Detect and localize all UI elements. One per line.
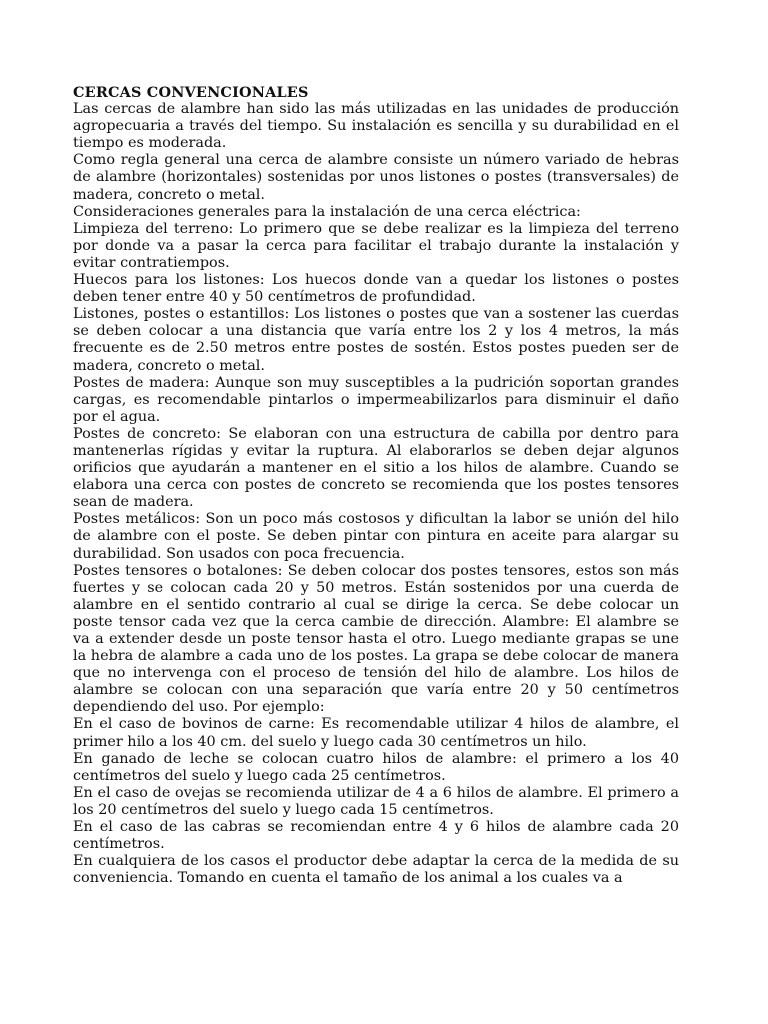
paragraph-metal-posts: Postes metálicos: Son un poco más costosos y dificultan la labor se unión del hilo de alambre con el poste. Se deben pintar con pintura en aceite para alargar su durabilidad. Son usados con poca frecuencia.: [73, 511, 679, 562]
paragraph-goats: En el caso de las cabras se recomiendan entre 4 y 6 hilos de alambre cada 20 centímetros.: [73, 819, 679, 853]
paragraph-tensor-posts: Postes tensores o botalones: Se deben colocar dos postes tensores, estos son más fuertes y se colocan cada 20 y 50 metros. Están sostenidos por una cuerda de alambre en el sentido contrario al cual se dirige la cerca. Se debe colocar un poste tensor cada vez que la cerca cambie de dirección. Alambre: El alambre se va a extender desde un poste tensor hasta el otro. Luego mediante grapas se une la hebra de alambre a cada uno de los postes. La grapa se debe colocar de manera que no intervenga con el proceso de tensión del hilo de alambre. Los hilos de alambre se colocan con una separación que varía entre 20 y 50 centímetros dependiendo del uso. Por ejemplo:: [73, 562, 679, 716]
paragraph-definition: Como regla general una cerca de alambre consiste un número variado de hebras de alambre (horizontales) sostenidas por unos listones o postes (transversales) de madera, concreto o metal.: [73, 152, 679, 203]
paragraph-holes: Huecos para los listones: Los huecos donde van a quedar los listones o postes deben tener entre 40 y 50 centímetros de profundidad.: [73, 272, 679, 306]
paragraph-terrain-cleaning: Limpieza del terreno: Lo primero que se debe realizar es la limpieza del terreno por donde va a pasar la cerca para facilitar el trabajo durante la instalación y evitar contratiempos.: [73, 220, 679, 271]
document-title: CERCAS CONVENCIONALES: [73, 84, 309, 101]
paragraph-posts: Listones, postes o estantillos: Los listones o postes que van a sostener las cuerdas se deben colocar a una distancia que varía entre los 2 y los 4 metros, la más frecuente es de 2.50 metros entre postes de sostén. Estos postes pueden ser de madera, concreto o metal.: [73, 306, 679, 374]
paragraph-sheep: En el caso de ovejas se recomienda utilizar de 4 a 6 hilos de alambre. El primero a los 20 centímetros del suelo y luego cada 15 centímetros.: [73, 784, 679, 818]
paragraph-concrete-posts: Postes de concreto: Se elaboran con una estructura de cabilla por dentro para mantenerlas rígidas y evitar la ruptura. Al elaborarlos se deben dejar algunos orificios que ayudarán a mantener en el sitio a los hilos de alambre. Cuando se elabora una cerca con postes de concreto se recomienda que los postes tensores sean de madera.: [73, 425, 679, 511]
paragraph-wood-posts: Postes de madera: Aunque son muy susceptibles a la pudrición soportan grandes cargas, es recomendable pintarlos o impermeabilizarlos para disminuir el daño por el agua.: [73, 374, 679, 425]
document-page: [73, 84, 679, 887]
paragraph-dairy-cattle: En ganado de leche se colocan cuatro hilos de alambre: el primero a los 40 centímetros del suelo y luego cada 25 centímetros.: [73, 750, 679, 784]
paragraph-conclusion: En cualquiera de los casos el productor debe adaptar la cerca de la medida de su conveniencia. Tomando en cuenta el tamaño de los animal a los cuales va a: [73, 853, 679, 887]
paragraph-considerations: Consideraciones generales para la instalación de una cerca eléctrica:: [73, 203, 581, 220]
paragraph-beef-cattle: En el caso de bovinos de carne: Es recomendable utilizar 4 hilos de alambre, el primer hilo a los 40 cm. del suelo y luego cada 30 centímetros un hilo.: [73, 716, 679, 750]
paragraph-intro: Las cercas de alambre han sido las más utilizadas en las unidades de producción agropecuaria a través del tiempo. Su instalación es sencilla y su durabilidad en el tiempo es moderada.: [73, 101, 679, 152]
